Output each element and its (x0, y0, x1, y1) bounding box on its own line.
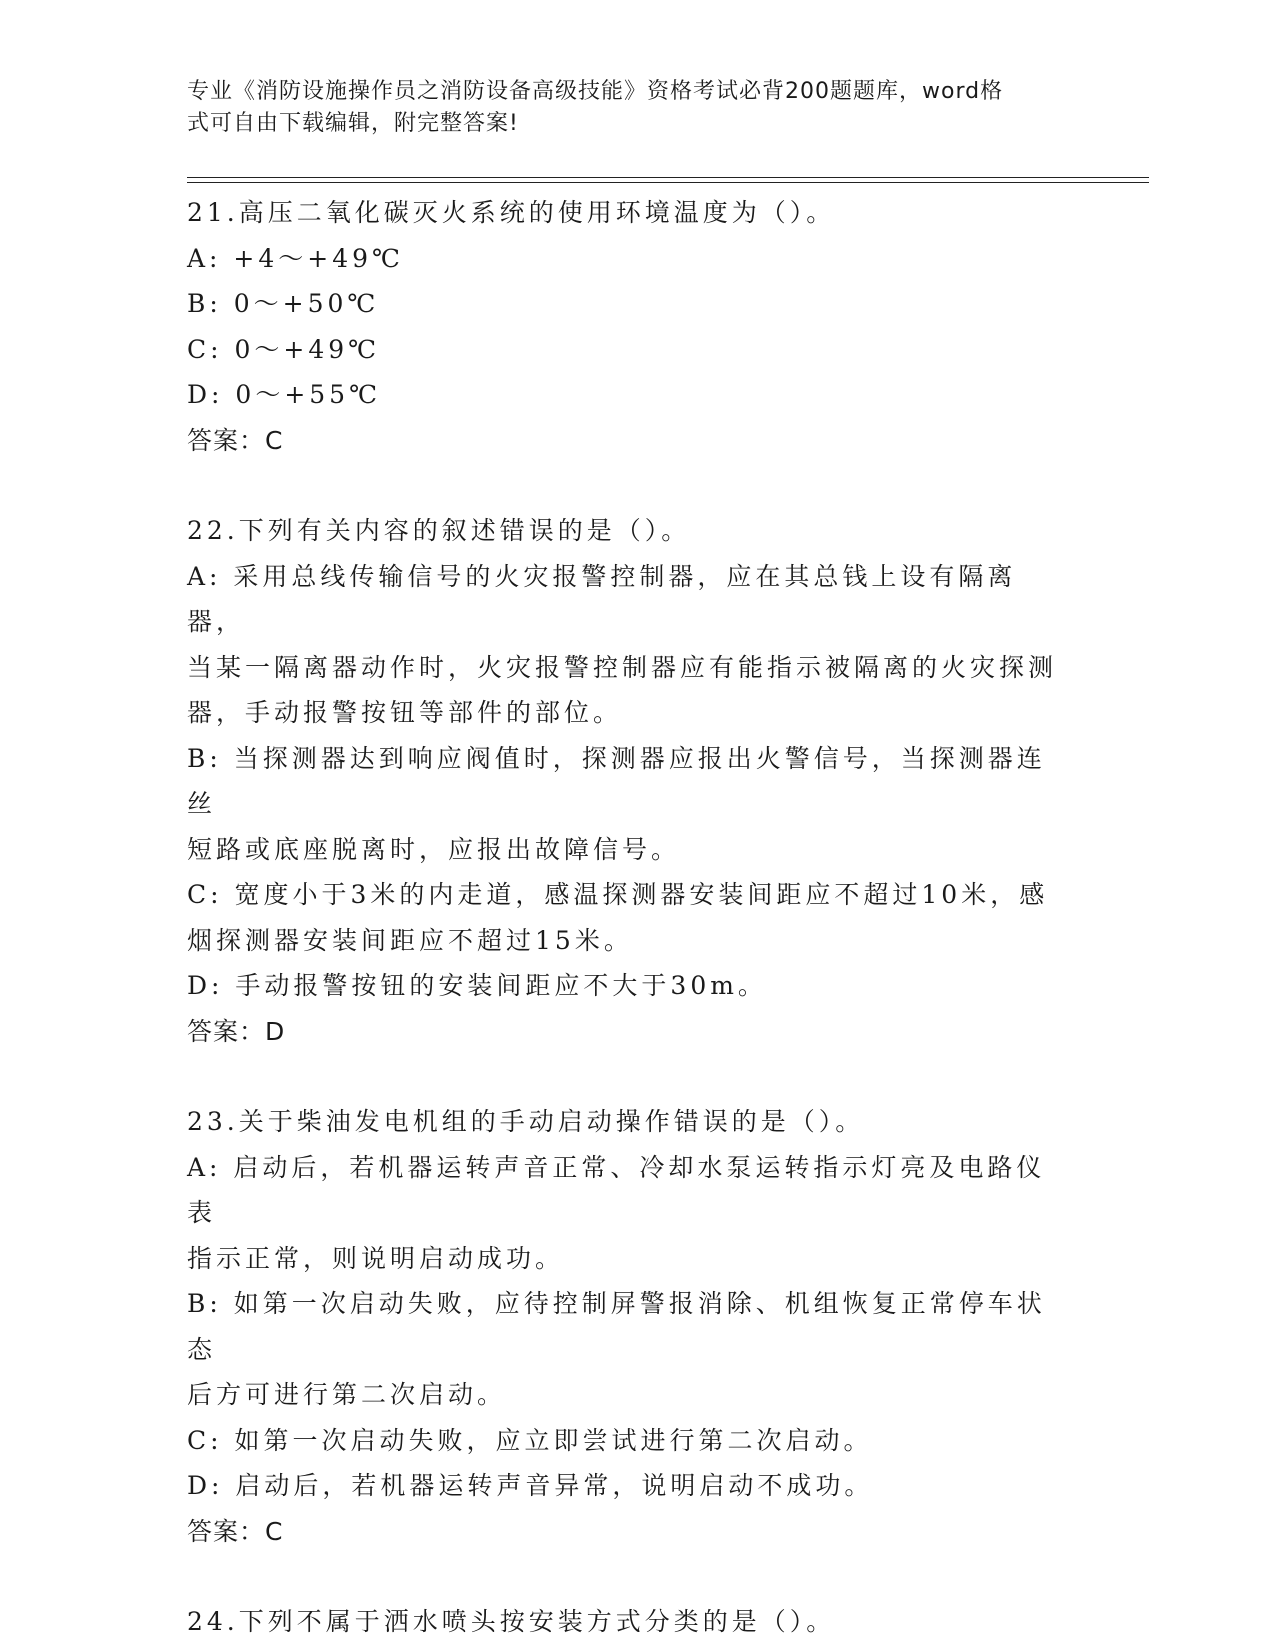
option-line: A: 启动后，若机器运转声音正常、冷却水泵运转指示灯亮及电路仪表 (187, 1152, 1046, 1227)
option-line: 后方可进行第二次启动。 (187, 1380, 507, 1409)
header-divider-top (187, 177, 1149, 178)
option-line: 器，手动报警按钮等部件的部位。 (187, 698, 623, 727)
option-line: 指示正常，则说明启动成功。 (187, 1243, 565, 1273)
option-line: D: 启动后，若机器运转声音异常，说明启动不成功。 (187, 1471, 874, 1500)
question-spacer (187, 463, 1067, 508)
header-divider-bottom (187, 182, 1149, 183)
question-21 (187, 190, 1067, 463)
question-list (187, 190, 1067, 1645)
question-spacer (187, 1554, 1067, 1599)
option-line: C: 如第一次启动失败，应立即尝试进行第二次启动。 (187, 1425, 873, 1455)
option-line: B: 0～+50℃ (187, 289, 380, 318)
answer-line: 答案：C (187, 425, 284, 455)
question-stem: 23.关于柴油发电机组的手动启动操作错误的是（）。 (187, 1107, 865, 1136)
document-header (187, 76, 1067, 140)
answer-line: 答案：C (187, 1516, 284, 1546)
header-line-1: 专业《消防设施操作员之消防设备高级技能》资格考试必背200题题库，word格 (187, 79, 1004, 104)
option-line: C: 宽度小于3米的内走道，感温探测器安装间距应不超过10米，感 (187, 880, 1049, 909)
option-line: 短路或底座脱离时，应报出故障信号。 (187, 834, 681, 864)
option-line: A: 采用总线传输信号的火灾报警控制器，应在其总钱上设有隔离器， (187, 561, 1017, 636)
question-24 (187, 1599, 1067, 1645)
question-spacer (187, 1054, 1067, 1099)
question-22 (187, 508, 1067, 1054)
question-stem: 24.下列不属于洒水喷头按安装方式分类的是（）。 (187, 1607, 836, 1636)
question-stem: 21.高压二氧化碳灭火系统的使用环境温度为（）。 (187, 198, 836, 227)
option-line: C: 0～+49℃ (187, 334, 381, 364)
option-line: D: 0～+55℃ (187, 380, 382, 409)
option-line: A: +4～+49℃ (187, 243, 405, 273)
option-line: 当某一隔离器动作时，火灾报警控制器应有能指示被隔离的火灾探测 (187, 652, 1058, 682)
option-line: B: 如第一次启动失败，应待控制屏警报消除、机组恢复正常停车状态 (187, 1289, 1046, 1364)
option-line: 烟探测器安装间距应不超过15米。 (187, 925, 633, 955)
header-line-2: 式可自由下载编辑，附完整答案! (187, 111, 519, 136)
answer-line: 答案：D (187, 1016, 286, 1046)
question-stem: 22.下列有关内容的叙述错误的是（）。 (187, 516, 691, 545)
option-line: B: 当探测器达到响应阀值时，探测器应报出火警信号，当探测器连丝 (187, 743, 1046, 818)
option-line: D: 手动报警按钮的安装间距应不大于30m。 (187, 971, 767, 1000)
question-23 (187, 1099, 1067, 1554)
